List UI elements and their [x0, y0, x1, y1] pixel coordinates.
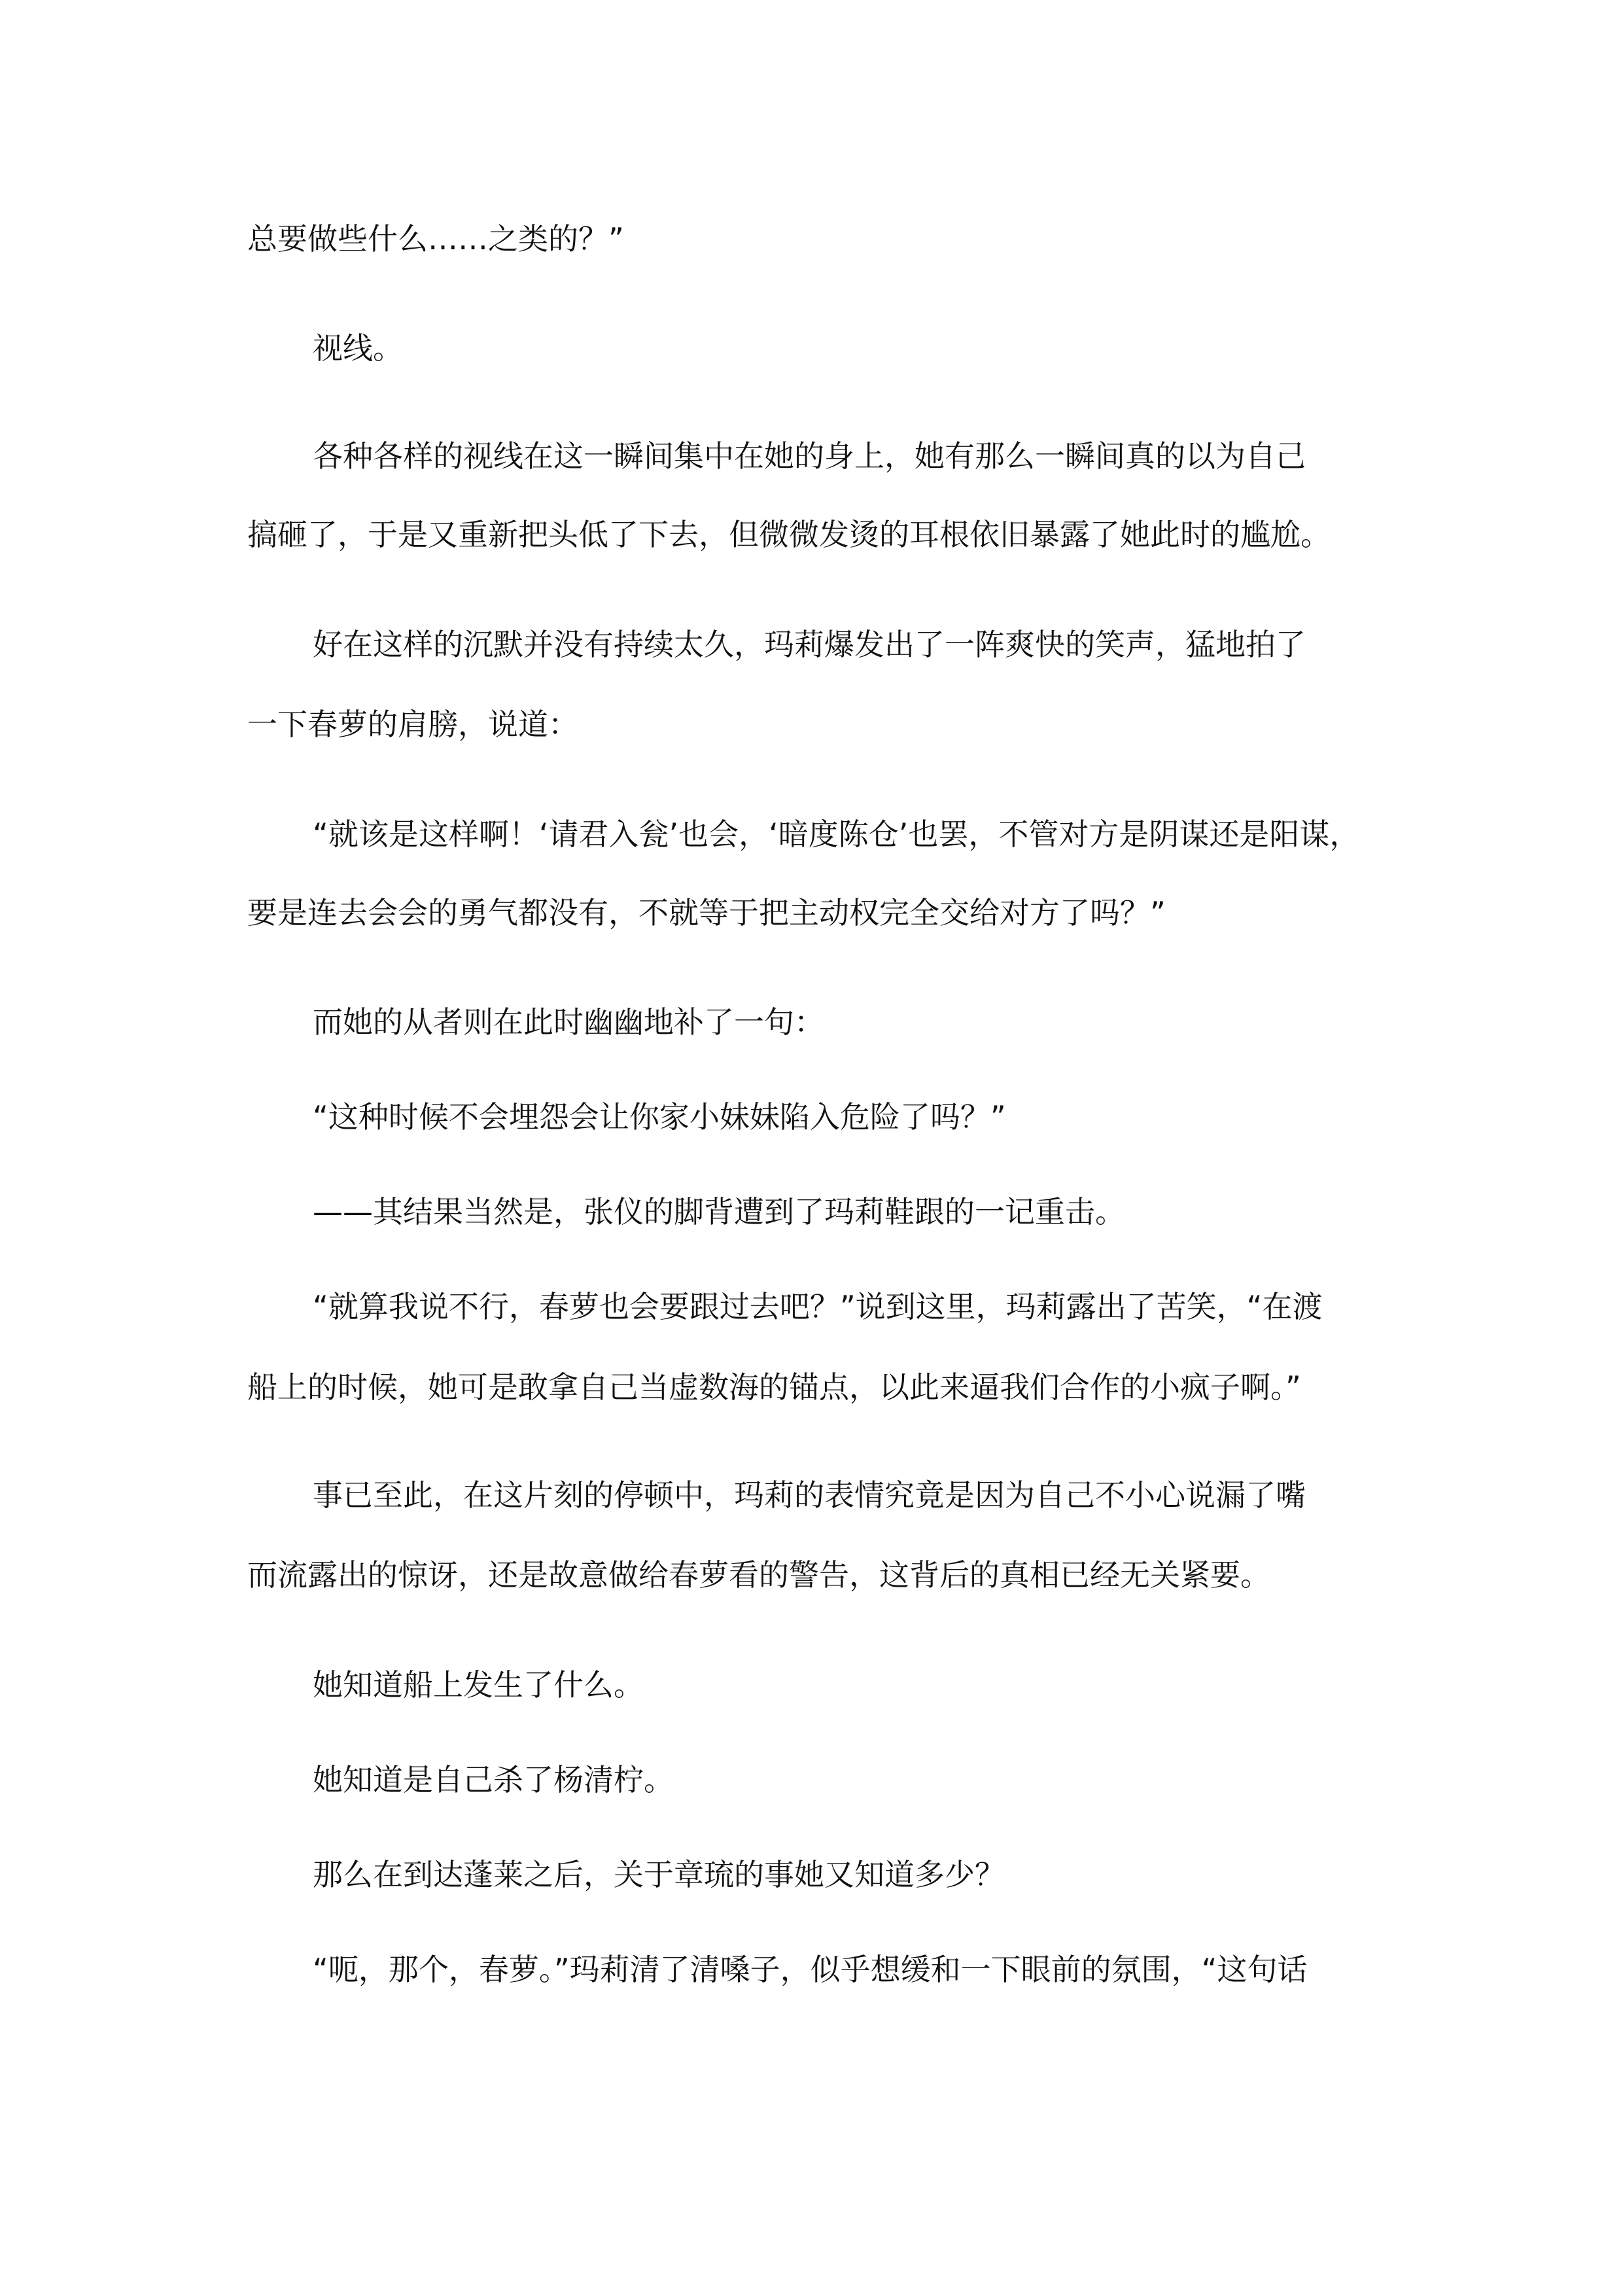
text-line: “就该是这样啊！‘请君入瓮’也会，‘暗度陈仓’也罢，不管对方是阴谋还是阳谋，: [313, 817, 1360, 852]
text-line: 要是连去会会的勇气都没有，不就等于把主动权完全交给对方了吗？”: [247, 895, 1166, 930]
text-line: 好在这样的沉默并没有持续太久，玛莉爆发出了一阵爽快的笑声，猛地拍了: [313, 627, 1306, 662]
text-line: ——其结果当然是，张仪的脚背遭到了玛莉鞋跟的一记重击。: [313, 1194, 1125, 1229]
text-line: 那么在到达蓬莱之后，关于章琉的事她又知道多少？: [313, 1857, 1005, 1892]
text-line: 一下春萝的肩膀，说道：: [247, 707, 578, 742]
text-line: 她知道船上发生了什么。: [313, 1667, 644, 1703]
text-line: “呃，那个，春萝。”玛莉清了清嗓子，似乎想缓和一下眼前的氛围，“这句话: [313, 1952, 1308, 1987]
text-line: “就算我说不行，春萝也会要跟过去吧？”说到这里，玛莉露出了苦笑，“在渡: [313, 1289, 1323, 1324]
text-line: 搞砸了，于是又重新把头低了下去，但微微发烫的耳根依旧暴露了她此时的尴尬。: [247, 517, 1331, 552]
text-line: 船上的时候，她可是敢拿自己当虚数海的锚点，以此来逼我们合作的小疯子啊。”: [247, 1369, 1301, 1405]
text-line: 而流露出的惊讶，还是故意做给春萝看的警告，这背后的真相已经无关紧要。: [247, 1557, 1270, 1593]
text-line: 而她的从者则在此时幽幽地补了一句：: [313, 1004, 824, 1040]
text-line: “这种时候不会埋怨会让你家小妹妹陷入危险了吗？”: [313, 1099, 1006, 1135]
text-line: 她知道是自己杀了杨清柠。: [313, 1762, 674, 1797]
text-line: 总要做些什么……之类的？”: [247, 221, 624, 256]
text-line: 各种各样的视线在这一瞬间集中在她的身上，她有那么一瞬间真的以为自己: [313, 438, 1306, 474]
text-line: 事已至此，在这片刻的停顿中，玛莉的表情究竟是因为自己不小心说漏了嘴: [313, 1477, 1306, 1513]
text-line: 视线。: [313, 330, 403, 366]
